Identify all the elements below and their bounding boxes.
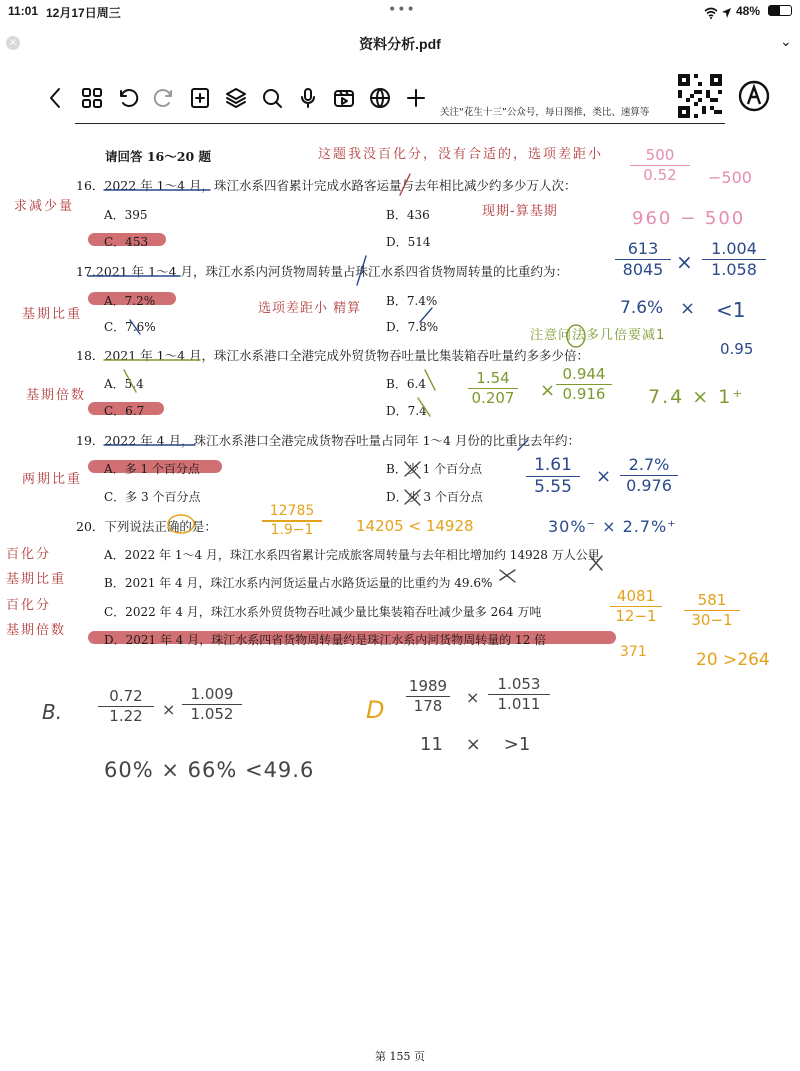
q17-result-4: 0.95 <box>720 340 754 358</box>
b-numerator-1: 0.72 <box>109 687 143 705</box>
q20-option-c[interactable]: C．2022 年 4 月，珠江水系外贸货物吞吐减少量比集装箱吞吐减少量多 264 万吨 <box>104 605 542 619</box>
q20-option-b[interactable]: B．2021 年 4 月，珠江水系内河货运量占水路货运量的比重约为 49.6% <box>104 576 493 590</box>
back-icon[interactable] <box>38 80 74 116</box>
q18-option-c[interactable]: C．6.7 <box>104 404 145 418</box>
q20c-result-2: 20 >264 <box>696 650 770 670</box>
q18-fraction-2 <box>556 366 612 403</box>
close-icon[interactable]: × <box>6 36 20 50</box>
q17-option-b[interactable]: B．7.4% <box>386 294 438 308</box>
q19-fraction-1 <box>526 456 580 497</box>
location-icon <box>721 4 732 23</box>
q17-fraction-1 <box>615 240 671 279</box>
q19-numerator-1: 1.61 <box>534 455 572 475</box>
page-number: 第 155 页 <box>375 1050 425 1063</box>
d-fraction-2 <box>488 676 550 713</box>
q20c-numerator-1: 4081 <box>616 587 656 605</box>
q20-option-d[interactable]: D．2021 年 4 月，珠江水系四省货物周转量约是珠江水系内河货物周转量的 12 倍 <box>104 633 547 647</box>
note-baihua-2: 百化分 <box>6 598 52 613</box>
d-label: D <box>366 696 385 724</box>
media-icon[interactable] <box>326 80 362 116</box>
b-label: B. <box>42 700 63 724</box>
d-result: 11 × >1 <box>420 734 531 755</box>
q16-option-a[interactable]: A．395 <box>104 208 148 222</box>
toolbar <box>38 80 434 116</box>
note-zhuyi: 注意问法多几倍要减1 <box>530 328 666 343</box>
add-page-icon[interactable] <box>182 80 218 116</box>
status-time: 11:01 <box>8 4 39 18</box>
b-fraction-1 <box>98 688 154 725</box>
q20c-fraction-2 <box>684 592 740 629</box>
undo-icon[interactable] <box>110 80 146 116</box>
q18-fraction-1 <box>468 370 518 407</box>
q18-denominator-2: 0.916 <box>562 385 606 403</box>
d-times: × <box>466 688 480 707</box>
battery-percent: 48% <box>736 4 761 18</box>
wifi-icon <box>704 4 718 23</box>
d-fraction-1 <box>406 678 450 715</box>
q18-times: × <box>540 380 556 401</box>
document-title: 资料分析.pdf <box>359 36 441 52</box>
b-numerator-2: 1.009 <box>190 685 234 703</box>
q16-option-b[interactable]: B．436 <box>386 208 430 222</box>
q17-stem: 17.2021 年 1～4 月，珠江水系内河货物周转量占珠江水系四省货物周转量的比重约为： <box>76 264 569 279</box>
q18-option-a[interactable]: A．5.4 <box>104 377 144 391</box>
q18-numerator-2: 0.944 <box>562 365 606 383</box>
d-denominator-2: 1.011 <box>497 695 541 713</box>
note-qiu-jian-shao: 求减少量 <box>14 199 75 214</box>
q20c-fraction-1 <box>610 588 662 625</box>
status-date: 12月17日周三 <box>46 6 121 20</box>
note-jiqi-bizhong: 基期比重 <box>22 307 83 322</box>
globe-icon[interactable] <box>362 80 398 116</box>
b-result: 60% × 66% <49.6 <box>104 758 315 782</box>
q16-numerator: 500 <box>645 146 675 164</box>
q16-result: 960 − 500 <box>632 208 746 229</box>
q17-times: × <box>676 250 693 274</box>
q17-option-d[interactable]: D．7.8% <box>386 320 439 334</box>
qr-code-icon <box>678 74 722 118</box>
q18-denominator-1: 0.207 <box>471 389 515 407</box>
q17-option-c[interactable]: C．7.6% <box>104 320 156 334</box>
q19-denominator-2: 0.976 <box>626 476 672 496</box>
note-jiqi-beishu-2: 基期倍数 <box>6 623 67 638</box>
add-icon[interactable] <box>398 80 434 116</box>
b-fraction-2 <box>182 686 242 723</box>
q19-times: × <box>596 466 612 487</box>
promo-text: 关注“花生十三”公众号，每日图推，类比、速算等 <box>440 107 650 118</box>
q17-numerator-1: 613 <box>627 239 659 258</box>
redo-icon[interactable] <box>146 80 182 116</box>
d-numerator-1: 1989 <box>408 677 448 695</box>
account-logo-icon[interactable] <box>738 80 770 112</box>
layers-icon[interactable] <box>218 80 254 116</box>
q16-stem: 16．2022 年 1～4 月，珠江水系四省累计完成水路客运量与去年相比减少约多少万人次： <box>76 178 577 193</box>
q19-numerator-2: 2.7% <box>628 455 670 474</box>
multitask-dots[interactable]: ••• <box>388 2 416 18</box>
q17-denominator-1: 8045 <box>622 260 664 280</box>
mic-icon[interactable] <box>290 80 326 116</box>
chevron-down-icon[interactable]: ⌄ <box>780 34 792 50</box>
b-times: × <box>162 700 176 719</box>
q18-option-d[interactable]: D．7.4 <box>386 404 427 418</box>
b-denominator-1: 1.22 <box>109 707 143 725</box>
q19-option-b[interactable]: B．少 1 个百分点 <box>386 462 483 476</box>
q17-result-2: × <box>680 298 696 319</box>
q20a-numerator: 12785 <box>269 503 315 519</box>
q19-denominator-1: 5.55 <box>534 477 572 498</box>
note-xian-qi: 现期-算基期 <box>482 204 558 219</box>
battery-icon <box>768 5 792 16</box>
q20c-numerator-2: 581 <box>697 591 727 609</box>
note-xuanxiang: 选项差距小 精算 <box>258 301 362 316</box>
thumbnails-icon[interactable] <box>74 80 110 116</box>
q18-numerator-1: 1.54 <box>476 369 510 387</box>
q16-denominator: 0.52 <box>643 166 677 184</box>
note-jiqi-bizhong-2: 基期比重 <box>6 572 67 587</box>
q19-option-c[interactable]: C．多 3 个百分点 <box>104 490 201 504</box>
q20a-fraction <box>262 504 322 538</box>
q19-option-a[interactable]: A．多 1 个百分点 <box>104 462 200 476</box>
b-denominator-2: 1.052 <box>190 705 234 723</box>
q17-numerator-2: 1.004 <box>711 239 757 258</box>
d-denominator-1: 178 <box>413 697 443 715</box>
note-jiqi-beishu: 基期倍数 <box>26 388 87 403</box>
search-icon[interactable] <box>254 80 290 116</box>
header-divider <box>75 123 725 124</box>
section-heading: 请回答 16～20 题 <box>105 149 211 164</box>
q17-option-a[interactable]: A．7.2% <box>104 294 156 308</box>
q20-stem: 20．下列说法正确的是： <box>76 519 217 534</box>
q19-fraction-2 <box>620 456 678 495</box>
note-baihua-1: 百化分 <box>6 547 52 562</box>
note-top: 这题我没百化分，没有合适的，选项差距小 <box>318 147 604 162</box>
note-liangqi: 两期比重 <box>22 472 83 487</box>
q20c-result-1: 371 <box>620 644 647 660</box>
q20-option-a[interactable]: A．2022 年 1～4 月，珠江水系四省累计完成旅客周转量与去年相比增加约 14928 万人公里 <box>104 548 600 562</box>
q17-fraction-2 <box>702 240 766 279</box>
q19-stem: 19．2022 年 4 月，珠江水系港口全港完成货物吞吐量占同年 1～4 月份的比重比去年约： <box>76 433 580 448</box>
d-numerator-2: 1.053 <box>497 675 541 693</box>
q16-fraction <box>630 147 690 184</box>
q16-option-d[interactable]: D．514 <box>386 235 431 249</box>
q16-option-c[interactable]: C．453 <box>104 235 149 249</box>
q18-stem: 18．2021 年 1～4 月，珠江水系港口全港完成外贸货物吞吐量比集装箱吞吐量约多多少倍： <box>76 348 590 363</box>
q17-result-3: <1 <box>716 298 746 322</box>
q18-result: 7.4 × 1⁺ <box>648 386 745 408</box>
q20a-denominator: 1.9−1 <box>270 521 314 538</box>
q20c-denominator-1: 12−1 <box>615 607 657 625</box>
q17-result-1: 7.6% <box>620 298 664 318</box>
q20a-compare: 14205 < 14928 <box>356 517 474 535</box>
q19-result: 30%⁻ × 2.7%⁺ <box>548 517 677 536</box>
q20c-denominator-2: 30−1 <box>691 611 733 629</box>
q18-option-b[interactable]: B．6.4 <box>386 377 426 391</box>
q19-option-d[interactable]: D．少 3 个百分点 <box>386 490 483 504</box>
q16-minus: −500 <box>708 168 752 187</box>
q17-denominator-2: 1.058 <box>711 260 757 280</box>
